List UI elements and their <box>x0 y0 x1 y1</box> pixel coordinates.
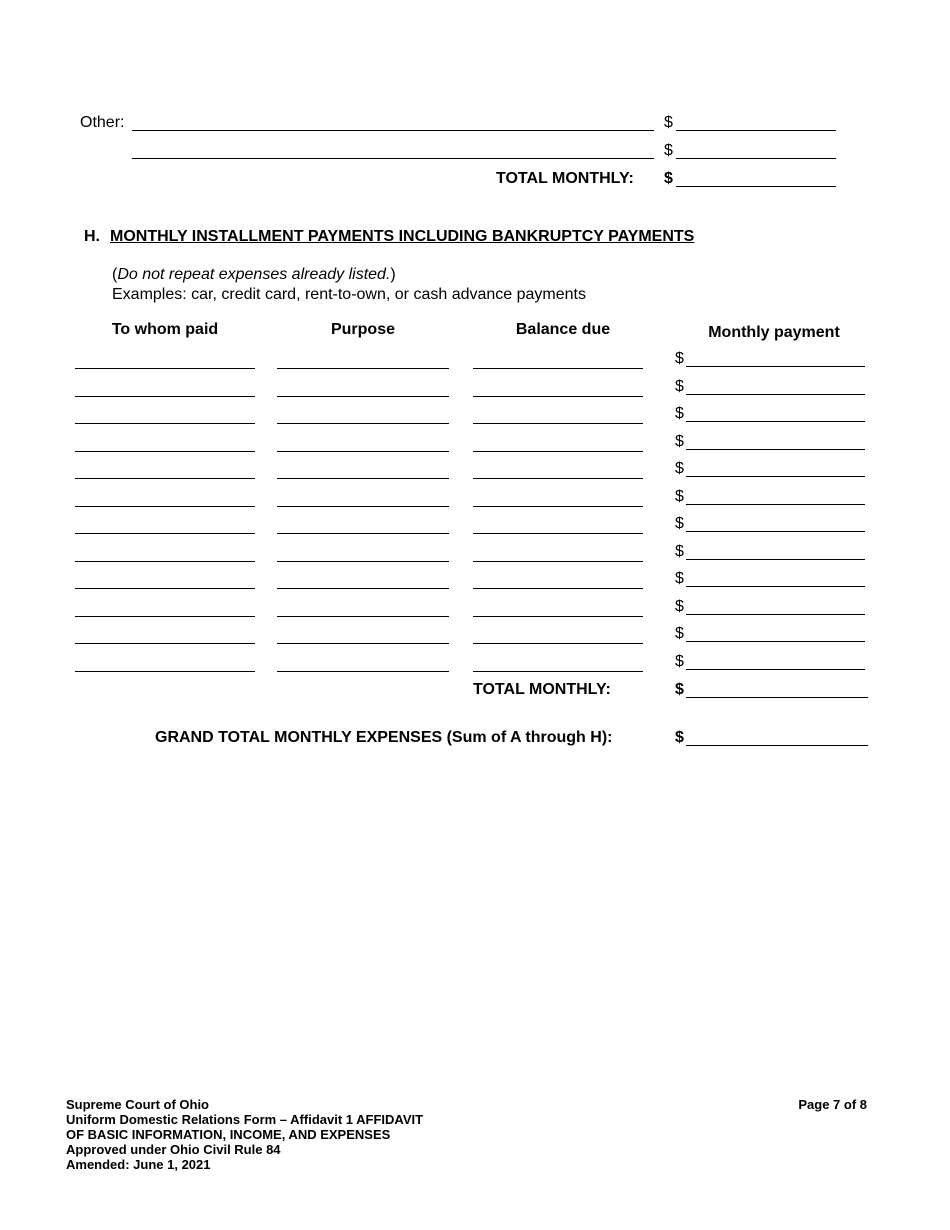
to-whom-paid-field[interactable] <box>75 451 255 452</box>
balance-due-field[interactable] <box>473 533 643 534</box>
section-examples: Examples: car, credit card, rent-to-own, or cash advance payments <box>112 286 586 303</box>
to-whom-paid-field[interactable] <box>75 533 255 534</box>
balance-due-field[interactable] <box>473 643 643 644</box>
to-whom-paid-field[interactable] <box>75 478 255 479</box>
balance-due-field[interactable] <box>473 506 643 507</box>
column-header-purpose: Purpose <box>330 321 395 338</box>
balance-due-field[interactable] <box>473 616 643 617</box>
total-monthly-label: TOTAL MONTHLY: <box>473 681 611 698</box>
other-amount-field-1[interactable] <box>676 130 836 131</box>
dollar-sign: $ <box>664 142 673 159</box>
purpose-field[interactable] <box>277 396 449 397</box>
page-number: Page 7 of 8 <box>798 1097 867 1112</box>
dollar-sign: $ <box>675 625 684 642</box>
purpose-field[interactable] <box>277 588 449 589</box>
monthly-payment-field[interactable] <box>686 614 865 615</box>
section-note: (Do not repeat expenses already listed.) <box>112 266 396 283</box>
installment-total-field[interactable] <box>686 697 868 698</box>
to-whom-paid-field[interactable] <box>75 396 255 397</box>
total-monthly-field[interactable] <box>676 186 836 187</box>
balance-due-field[interactable] <box>473 451 643 452</box>
footer-line: OF BASIC INFORMATION, INCOME, AND EXPENSES <box>66 1127 391 1142</box>
section-letter: H. <box>84 228 100 245</box>
monthly-payment-field[interactable] <box>686 641 865 642</box>
monthly-payment-field[interactable] <box>686 476 865 477</box>
to-whom-paid-field[interactable] <box>75 561 255 562</box>
monthly-payment-field[interactable] <box>686 504 865 505</box>
purpose-field[interactable] <box>277 506 449 507</box>
to-whom-paid-field[interactable] <box>75 506 255 507</box>
monthly-payment-field[interactable] <box>686 531 865 532</box>
to-whom-paid-field[interactable] <box>75 423 255 424</box>
dollar-sign: $ <box>675 460 684 477</box>
to-whom-paid-field[interactable] <box>75 368 255 369</box>
monthly-payment-field[interactable] <box>686 559 865 560</box>
balance-due-field[interactable] <box>473 588 643 589</box>
dollar-sign: $ <box>675 570 684 587</box>
monthly-payment-field[interactable] <box>686 586 865 587</box>
dollar-sign: $ <box>675 598 684 615</box>
balance-due-field[interactable] <box>473 396 643 397</box>
other-amount-field-2[interactable] <box>676 158 836 159</box>
dollar-sign: $ <box>675 729 684 746</box>
to-whom-paid-field[interactable] <box>75 643 255 644</box>
footer-info <box>66 1097 423 1172</box>
grand-total-label: GRAND TOTAL MONTHLY EXPENSES (Sum of A through H): <box>155 729 613 746</box>
monthly-payment-field[interactable] <box>686 669 865 670</box>
footer-line: Amended: June 1, 2021 <box>66 1157 211 1172</box>
column-header-to-whom-paid: To whom paid <box>111 321 219 338</box>
purpose-field[interactable] <box>277 616 449 617</box>
dollar-sign: $ <box>675 543 684 560</box>
dollar-sign: $ <box>664 114 673 131</box>
purpose-field[interactable] <box>277 561 449 562</box>
purpose-field[interactable] <box>277 423 449 424</box>
dollar-sign: $ <box>675 488 684 505</box>
balance-due-field[interactable] <box>473 478 643 479</box>
footer-line: Approved under Ohio Civil Rule 84 <box>66 1142 281 1157</box>
balance-due-field[interactable] <box>473 423 643 424</box>
monthly-payment-field[interactable] <box>686 366 865 367</box>
monthly-payment-field[interactable] <box>686 421 865 422</box>
purpose-field[interactable] <box>277 478 449 479</box>
dollar-sign: $ <box>675 681 684 698</box>
dollar-sign: $ <box>675 350 684 367</box>
dollar-sign: $ <box>675 515 684 532</box>
footer-line: Uniform Domestic Relations Form – Affidavit 1 AFFIDAVIT <box>66 1112 424 1127</box>
total-monthly-label: TOTAL MONTHLY: <box>496 170 634 187</box>
purpose-field[interactable] <box>277 451 449 452</box>
purpose-field[interactable] <box>277 368 449 369</box>
dollar-sign: $ <box>675 378 684 395</box>
other-description-field-1[interactable] <box>132 130 654 131</box>
column-header-monthly-payment: Monthly payment <box>708 324 840 341</box>
balance-due-field[interactable] <box>473 561 643 562</box>
grand-total-field[interactable] <box>686 745 868 746</box>
balance-due-field[interactable] <box>473 368 643 369</box>
to-whom-paid-field[interactable] <box>75 616 255 617</box>
dollar-sign: $ <box>664 170 673 187</box>
section-title: MONTHLY INSTALLMENT PAYMENTS INCLUDING BANKRUPTCY PAYMENTS <box>110 228 695 245</box>
monthly-payment-field[interactable] <box>686 449 865 450</box>
balance-due-field[interactable] <box>473 671 643 672</box>
footer-line: Supreme Court of Ohio <box>66 1097 209 1112</box>
purpose-field[interactable] <box>277 643 449 644</box>
to-whom-paid-field[interactable] <box>75 671 255 672</box>
other-label: Other: <box>80 114 125 131</box>
dollar-sign: $ <box>675 405 684 422</box>
section-note-italic: Do not repeat expenses already listed. <box>117 266 391 283</box>
purpose-field[interactable] <box>277 533 449 534</box>
dollar-sign: $ <box>675 653 684 670</box>
other-description-field-2[interactable] <box>132 158 654 159</box>
purpose-field[interactable] <box>277 671 449 672</box>
column-header-balance-due: Balance due <box>515 321 611 338</box>
to-whom-paid-field[interactable] <box>75 588 255 589</box>
monthly-payment-field[interactable] <box>686 394 865 395</box>
dollar-sign: $ <box>675 433 684 450</box>
